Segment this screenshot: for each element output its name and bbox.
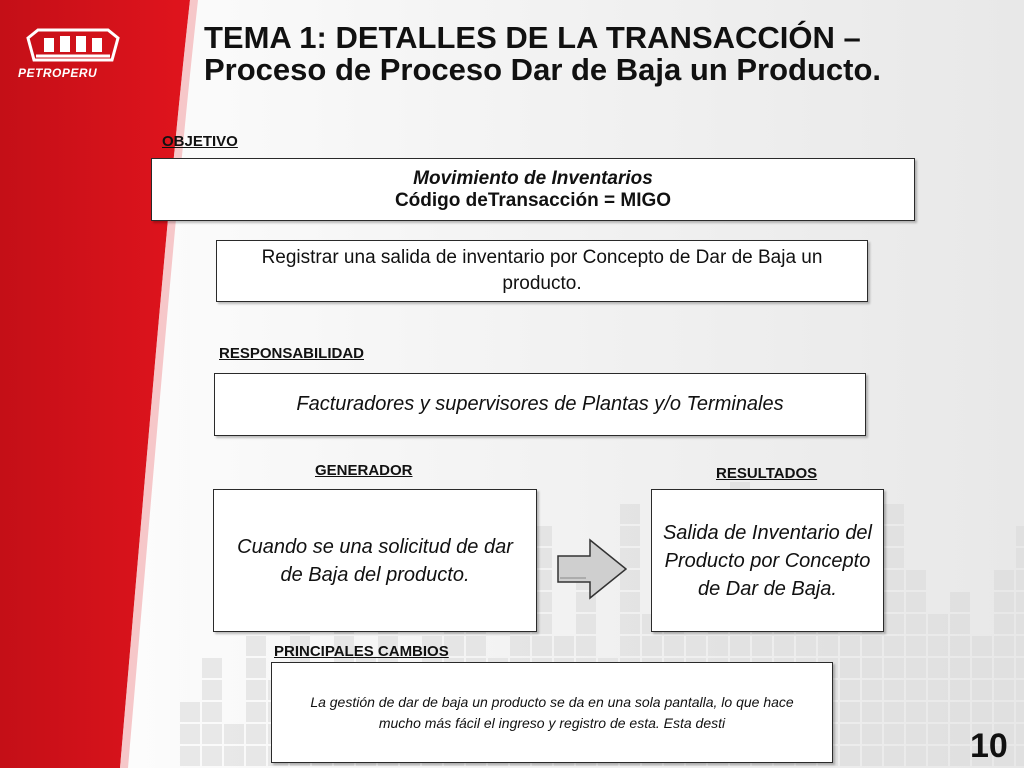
objetivo-box (151, 158, 915, 221)
brand-band (0, 0, 200, 768)
page-number: 10 (970, 727, 1008, 765)
objetivo-description-box (216, 240, 868, 302)
cambios-text: La gestión de dar de baja un producto se da en una sola pantalla, lo que hace mucho más fácil el ingreso y registro de esta. Esta desti (310, 693, 794, 731)
resultados-text: Salida de Inventario del Producto por Concepto de Dar de Baja. (662, 521, 873, 600)
generador-text: Cuando se una solicitud de dar de Baja del producto. (237, 535, 513, 586)
resultados-box (651, 489, 884, 632)
cambios-label: PRINCIPALES CAMBIOS (274, 643, 449, 660)
page-title: TEMA 1: DETALLES DE LA TRANSACCIÓN – Proceso de Proceso Dar de Baja un Producto. (204, 20, 882, 87)
objetivo-line2: Código deTransacción = MIGO (394, 189, 672, 211)
generador-label: GENERADOR (315, 462, 413, 479)
generador-box (213, 489, 537, 632)
responsabilidad-label: RESPONSABILIDAD (219, 345, 365, 362)
resultados-label: RESULTADOS (716, 465, 818, 482)
objetivo-label: OBJETIVO (162, 133, 238, 150)
responsabilidad-box (214, 373, 866, 436)
right-arrow-icon (556, 538, 628, 600)
responsabilidad-text: Facturadores y supervisores de Plantas y/o Terminales (296, 393, 784, 415)
cambios-box (271, 662, 833, 763)
brand-name: PETROPERU (18, 66, 98, 80)
objetivo-line1: Movimiento de Inventarios (413, 167, 653, 189)
objetivo-description: Registrar una salida de inventario por Concepto de Dar de Baja un producto. (261, 247, 823, 294)
